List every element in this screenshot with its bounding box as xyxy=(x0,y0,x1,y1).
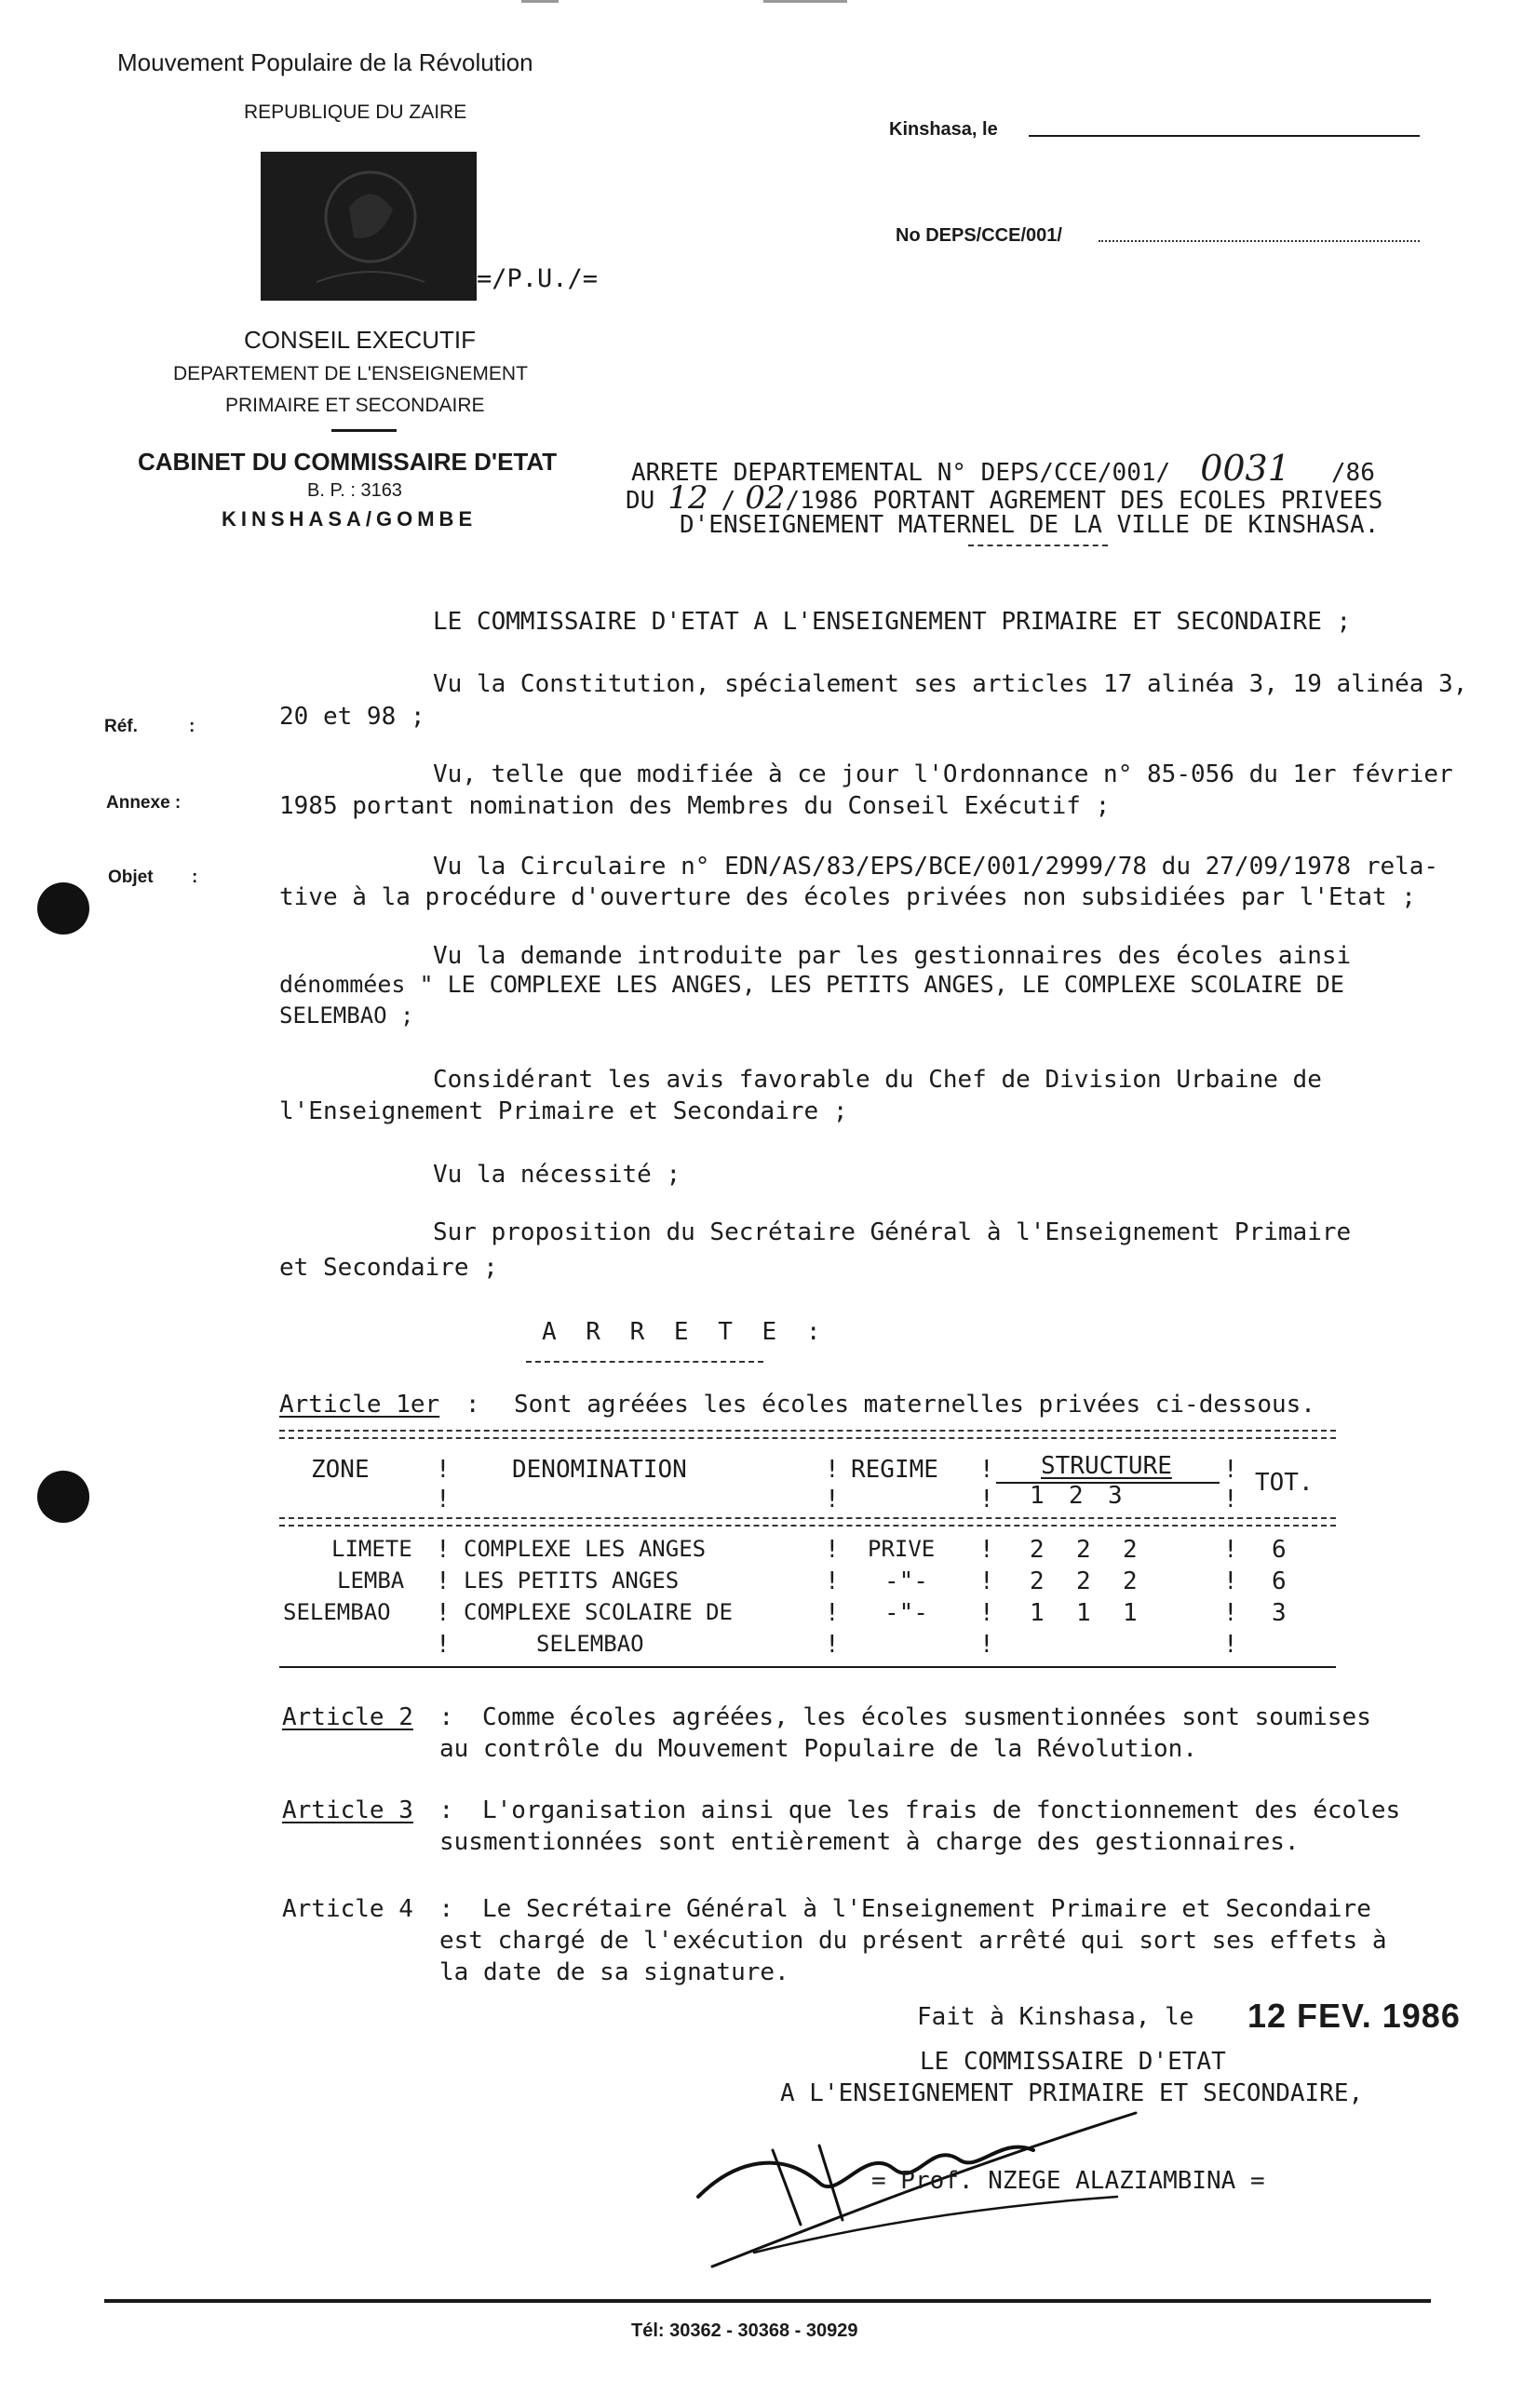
article2-line1: Comme écoles agréées, les écoles susmentionnées sont soumises xyxy=(482,1703,1371,1731)
table-row-zone: SELEMBAO xyxy=(283,1599,391,1625)
table-row-denomination: SELEMBAO xyxy=(536,1631,644,1657)
punch-hole-lower xyxy=(37,1471,89,1523)
title-month-handwritten: 02 xyxy=(745,479,786,517)
footer-rule xyxy=(104,2299,1431,2303)
table-row-total: 3 xyxy=(1272,1599,1287,1627)
table-row-denomination: COMPLEXE SCOLAIRE DE xyxy=(464,1599,733,1625)
closing-title-line2: A L'ENSEIGNEMENT PRIMAIRE ET SECONDAIRE, xyxy=(780,2079,1364,2107)
title-underline xyxy=(968,545,1108,546)
header-separator: ! xyxy=(825,1456,840,1484)
row-separator: ! xyxy=(979,1536,994,1564)
header-separator: ! xyxy=(825,1486,840,1513)
header-zone: ZONE xyxy=(311,1456,370,1484)
title-number-handwritten: 0031 xyxy=(1200,448,1290,489)
table-row-denomination: LES PETITS ANGES xyxy=(464,1567,680,1594)
emblem-icon xyxy=(261,152,477,301)
article4-line3: la date de sa signature. xyxy=(439,1958,789,1986)
proposition-line2: et Secondaire ; xyxy=(279,1254,498,1282)
article2-colon: : xyxy=(438,1703,454,1731)
header-separator: ! xyxy=(979,1486,994,1513)
arrete-underline xyxy=(526,1361,763,1363)
row-separator: ! xyxy=(1223,1567,1238,1595)
title-day-handwritten: 12 xyxy=(667,479,708,517)
objet-label: Objet xyxy=(108,868,154,887)
republic-name: REPUBLIQUE DU ZAIRE xyxy=(244,101,467,123)
table-header-rule-2 xyxy=(279,1525,1336,1527)
cabinet-name: CABINET DU COMMISSAIRE D'ETAT xyxy=(138,448,558,476)
article3-line1: L'organisation ainsi que les frais de fonctionnement des écoles xyxy=(482,1796,1401,1824)
structure-level-2: 2 xyxy=(1069,1482,1084,1510)
authority-line: LE COMMISSAIRE D'ETAT A L'ENSEIGNEMENT PRIMAIRE ET SECONDAIRE ; xyxy=(433,608,1352,636)
article3-colon: : xyxy=(438,1796,454,1824)
table-row-denomination: COMPLEXE LES ANGES xyxy=(464,1536,707,1562)
row-separator: ! xyxy=(436,1599,451,1627)
table-row-level-1: 2 xyxy=(1030,1536,1045,1564)
header-regime: REGIME xyxy=(851,1456,938,1484)
article3-line2: susmentionnées sont entièrement à charge des gestionnaires. xyxy=(439,1828,1300,1856)
article4-line1: Le Secrétaire Général à l'Enseignement Primaire et Secondaire xyxy=(482,1895,1371,1923)
table-header-rule xyxy=(279,1517,1336,1519)
header-total: TOT. xyxy=(1255,1469,1314,1497)
department-line2: PRIMAIRE ET SECONDAIRE xyxy=(225,395,485,416)
article1-text: Sont agréées les écoles maternelles privées ci-dessous. xyxy=(514,1391,1315,1419)
title-line2-prefix: DU xyxy=(626,487,655,515)
vu-constitution-line1: Vu la Constitution, spécialement ses articles 17 alinéa 3, 19 alinéa 3, xyxy=(433,670,1468,698)
article1-label xyxy=(279,1391,480,1419)
arrete-heading: A R R E T E : xyxy=(542,1318,829,1346)
closing-place-date: Fait à Kinshasa, le xyxy=(917,2003,1194,2031)
objet-colon: : xyxy=(192,868,198,887)
header-separator: ! xyxy=(979,1456,994,1484)
title-line3: D'ENSEIGNEMENT MATERNEL DE LA VILLE DE KINSHASA. xyxy=(680,511,1380,539)
city-name: KINSHASA/GOMBE xyxy=(222,507,478,531)
article4-colon: : xyxy=(438,1895,454,1923)
footer-phones: Tél: 30362 - 30368 - 30929 xyxy=(631,2321,858,2341)
table-row-zone: LEMBA xyxy=(337,1567,405,1594)
row-separator: ! xyxy=(979,1567,994,1595)
row-separator: ! xyxy=(1223,1631,1238,1659)
pu-mark: =/P.U./= xyxy=(477,264,599,293)
table-row-level-3: 1 xyxy=(1123,1599,1138,1627)
header-separator: ! xyxy=(1223,1456,1238,1484)
vu-demande-line3: SELEMBAO ; xyxy=(279,1002,414,1029)
ref-colon: : xyxy=(189,717,195,736)
table-row-regime: -"- xyxy=(884,1567,928,1595)
scan-mark-right xyxy=(763,0,847,3)
council-name: CONSEIL EXECUTIF xyxy=(244,326,476,354)
row-separator: ! xyxy=(825,1536,840,1564)
article4-label-text: Article 4 xyxy=(282,1895,413,1923)
title-line1-suffix: /86 xyxy=(1330,459,1375,487)
ref-label: Réf. xyxy=(104,717,138,736)
postal-box: B. P. : 3163 xyxy=(307,480,402,501)
national-emblem xyxy=(261,152,477,301)
title-line1-prefix: ARRETE DEPARTEMENTAL N° DEPS/CCE/001/ xyxy=(631,459,1171,487)
article4-line2: est chargé de l'exécution du présent arrêté qui sort ses effets à xyxy=(439,1927,1387,1955)
vu-ordonnance-line2: 1985 portant nomination des Membres du Conseil Exécutif ; xyxy=(279,792,1111,820)
vu-constitution-line2: 20 et 98 ; xyxy=(279,703,425,731)
vu-demande-line2: dénommées " LE COMPLEXE LES ANGES, LES PETITS ANGES, LE COMPLEXE SCOLAIRE DE xyxy=(279,971,1344,998)
row-separator: ! xyxy=(436,1536,451,1564)
header-separator: ! xyxy=(1223,1486,1238,1513)
considerant-line2: l'Enseignement Primaire et Secondaire ; xyxy=(279,1097,848,1125)
row-separator: ! xyxy=(825,1631,840,1659)
article2-label xyxy=(282,1703,453,1731)
table-row-level-2: 2 xyxy=(1076,1536,1091,1564)
table-row-total: 6 xyxy=(1272,1567,1287,1595)
article2-line2: au contrôle du Mouvement Populaire de la Révolution. xyxy=(439,1735,1197,1763)
title-date-separator: / xyxy=(721,487,736,515)
proposition-line1: Sur proposition du Secrétaire Général à l'Enseignement Primaire xyxy=(433,1218,1352,1246)
vu-demande-line1: Vu la demande introduite par les gestionnaires des écoles ainsi xyxy=(433,942,1352,970)
vu-ordonnance-line1: Vu, telle que modifiée à ce jour l'Ordonnance n° 85-056 du 1er février xyxy=(433,760,1453,788)
title-line2-suffix: /1986 PORTANT AGREMENT DES ECOLES PRIVEES xyxy=(785,487,1383,515)
article3-label-text: Article 3 xyxy=(282,1796,413,1824)
table-row-level-3: 2 xyxy=(1123,1567,1138,1595)
department-line1: DEPARTEMENT DE L'ENSEIGNEMENT xyxy=(173,363,528,384)
row-separator: ! xyxy=(825,1567,840,1595)
movement-name: Mouvement Populaire de la Révolution xyxy=(117,48,533,76)
row-separator: ! xyxy=(825,1599,840,1627)
table-row-total: 6 xyxy=(1272,1536,1287,1564)
table-row-regime: PRIVE xyxy=(868,1536,936,1562)
header-structure: STRUCTURE xyxy=(1041,1452,1172,1480)
table-top-rule xyxy=(279,1430,1336,1432)
article2-label-text: Article 2 xyxy=(282,1703,413,1731)
scan-mark-left xyxy=(521,0,559,3)
table-row-zone: LIMETE xyxy=(331,1536,412,1562)
article1-colon: : xyxy=(465,1391,480,1419)
row-separator: ! xyxy=(436,1567,451,1595)
closing-title-line1: LE COMMISSAIRE D'ETAT xyxy=(920,2048,1226,2076)
place-date-label: Kinshasa, le xyxy=(889,119,998,140)
department-rule xyxy=(331,429,397,432)
row-separator: ! xyxy=(1223,1536,1238,1564)
table-row-level-1: 2 xyxy=(1030,1567,1045,1595)
punch-hole-upper xyxy=(37,882,89,935)
article1-label-text: Article 1er xyxy=(279,1391,440,1419)
date-stamp: 12 FEV. 1986 xyxy=(1247,1997,1461,2035)
row-separator: ! xyxy=(1223,1599,1238,1627)
structure-level-1: 1 xyxy=(1030,1482,1045,1510)
row-separator: ! xyxy=(979,1599,994,1627)
vu-circulaire-line2: tive à la procédure d'ouverture des écoles privées non subsidiées par l'Etat ; xyxy=(279,883,1416,911)
row-separator: ! xyxy=(979,1631,994,1659)
article3-label xyxy=(282,1796,453,1824)
header-denomination: DENOMINATION xyxy=(512,1456,687,1484)
table-row-level-2: 2 xyxy=(1076,1567,1091,1595)
table-row-level-1: 1 xyxy=(1030,1599,1045,1627)
annexe-label: Annexe : xyxy=(106,793,182,813)
row-separator: ! xyxy=(436,1631,451,1659)
table-row-level-3: 2 xyxy=(1123,1536,1138,1564)
header-separator: ! xyxy=(436,1486,451,1513)
vu-circulaire-line1: Vu la Circulaire n° EDN/AS/83/EPS/BCE/001/2999/78 du 27/09/1978 rela- xyxy=(433,853,1439,881)
article4-label xyxy=(282,1895,453,1923)
structure-level-3: 3 xyxy=(1108,1482,1123,1510)
considerant-line1: Considérant les avis favorable du Chef de Division Urbaine de xyxy=(433,1066,1322,1094)
place-date-line xyxy=(1029,135,1420,137)
reference-number-label: No DEPS/CCE/001/ xyxy=(896,225,1062,246)
signatory-name: = Prof. NZEGE ALAZIAMBINA = xyxy=(871,2167,1265,2195)
header-separator: ! xyxy=(436,1456,451,1484)
table-row-level-2: 1 xyxy=(1076,1599,1091,1627)
table-row-regime: -"- xyxy=(884,1599,928,1627)
vu-necessite: Vu la nécessité ; xyxy=(433,1161,681,1189)
table-bottom-rule xyxy=(279,1666,1336,1668)
schools-table xyxy=(279,1430,1336,1681)
reference-number-line xyxy=(1099,240,1420,242)
table-top-rule-2 xyxy=(279,1437,1336,1439)
